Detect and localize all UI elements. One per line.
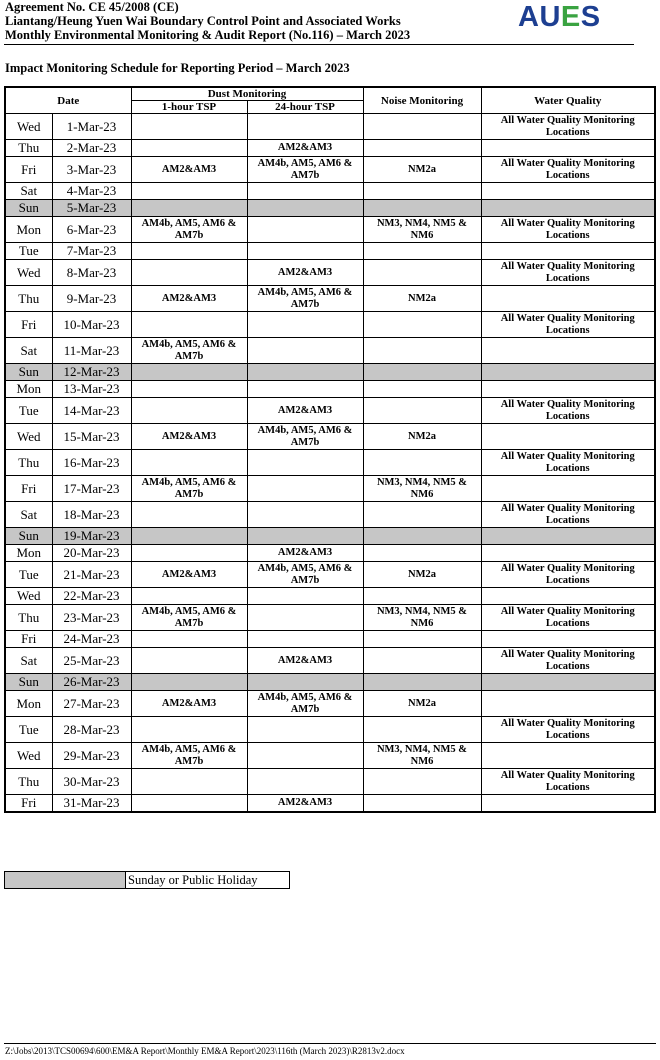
header-divider — [4, 44, 634, 45]
noise-cell — [363, 183, 481, 200]
date-cell: 21-Mar-23 — [52, 562, 131, 588]
table-row — [5, 528, 655, 545]
water-quality-cell: All Water Quality Monitoring Locations — [481, 648, 655, 674]
day-cell: Sun — [5, 528, 52, 545]
noise-cell — [363, 528, 481, 545]
date-cell: 2-Mar-23 — [52, 140, 131, 157]
noise-cell: NM3, NM4, NM5 & NM6 — [363, 605, 481, 631]
tsp-1hour-cell — [131, 502, 247, 528]
day-cell: Fri — [5, 631, 52, 648]
day-cell: Tue — [5, 243, 52, 260]
table-row — [5, 717, 655, 743]
tsp-24hour-cell — [247, 588, 363, 605]
day-cell: Sun — [5, 364, 52, 381]
tsp-1hour-cell — [131, 795, 247, 813]
water-quality-cell — [481, 588, 655, 605]
tsp-24hour-cell — [247, 743, 363, 769]
noise-cell — [363, 114, 481, 140]
table-row — [5, 286, 655, 312]
water-quality-cell — [481, 381, 655, 398]
tsp-24hour-cell — [247, 450, 363, 476]
day-cell: Sun — [5, 200, 52, 217]
date-cell: 14-Mar-23 — [52, 398, 131, 424]
legend — [4, 871, 290, 889]
table-row — [5, 562, 655, 588]
noise-cell — [363, 140, 481, 157]
day-cell: Sat — [5, 648, 52, 674]
day-cell: Wed — [5, 260, 52, 286]
noise-cell: NM3, NM4, NM5 & NM6 — [363, 743, 481, 769]
day-cell: Mon — [5, 545, 52, 562]
tsp-1hour-cell — [131, 140, 247, 157]
date-cell: 9-Mar-23 — [52, 286, 131, 312]
date-cell: 15-Mar-23 — [52, 424, 131, 450]
tsp-24hour-cell — [247, 381, 363, 398]
noise-cell — [363, 648, 481, 674]
day-cell: Thu — [5, 450, 52, 476]
tsp-1hour-cell — [131, 200, 247, 217]
date-cell: 11-Mar-23 — [52, 338, 131, 364]
tsp-1hour-cell — [131, 631, 247, 648]
date-cell: 26-Mar-23 — [52, 674, 131, 691]
noise-cell: NM2a — [363, 424, 481, 450]
tsp-24hour-cell: AM4b, AM5, AM6 & AM7b — [247, 691, 363, 717]
water-quality-cell: All Water Quality Monitoring Locations — [481, 502, 655, 528]
tsp-24hour-cell — [247, 502, 363, 528]
tsp-1hour-cell: AM4b, AM5, AM6 & AM7b — [131, 476, 247, 502]
file-path-footer: Z:\Jobs\2013\TCS00694\600\EM&A Report\Monthly EM&A Report\2023\116th (March 2023)\R2813v2.docx — [5, 1046, 405, 1056]
table-row — [5, 588, 655, 605]
table-row — [5, 476, 655, 502]
tsp-1hour-cell: AM4b, AM5, AM6 & AM7b — [131, 338, 247, 364]
tsp-1hour-cell — [131, 183, 247, 200]
day-cell: Tue — [5, 717, 52, 743]
noise-cell — [363, 769, 481, 795]
water-quality-cell: All Water Quality Monitoring Locations — [481, 605, 655, 631]
noise-cell — [363, 243, 481, 260]
date-cell: 13-Mar-23 — [52, 381, 131, 398]
day-cell: Thu — [5, 769, 52, 795]
water-quality-cell: All Water Quality Monitoring Locations — [481, 312, 655, 338]
table-row — [5, 364, 655, 381]
tsp-24hour-header: 24-hour TSP — [247, 101, 363, 114]
day-cell: Thu — [5, 286, 52, 312]
table-row — [5, 398, 655, 424]
tsp-24hour-cell: AM2&AM3 — [247, 260, 363, 286]
water-quality-cell — [481, 476, 655, 502]
table-row — [5, 502, 655, 528]
table-row — [5, 183, 655, 200]
tsp-24hour-cell — [247, 674, 363, 691]
table-row — [5, 545, 655, 562]
table-row — [5, 795, 655, 813]
document-header — [5, 0, 410, 42]
day-cell: Sat — [5, 338, 52, 364]
tsp-24hour-cell — [247, 364, 363, 381]
report-title: Monthly Environmental Monitoring & Audit Report (No.116) – March 2023 — [5, 28, 411, 42]
holiday-swatch — [5, 872, 126, 888]
date-cell: 6-Mar-23 — [52, 217, 131, 243]
day-cell: Mon — [5, 381, 52, 398]
tsp-24hour-cell — [247, 605, 363, 631]
day-cell: Fri — [5, 312, 52, 338]
table-row — [5, 424, 655, 450]
noise-cell — [363, 398, 481, 424]
water-quality-cell — [481, 140, 655, 157]
noise-cell: NM2a — [363, 286, 481, 312]
tsp-1hour-cell — [131, 717, 247, 743]
water-quality-cell — [481, 795, 655, 813]
agreement-number: Agreement No. CE 45/2008 (CE) — [5, 0, 179, 14]
table-row — [5, 157, 655, 183]
tsp-1hour-cell — [131, 674, 247, 691]
tsp-24hour-cell: AM4b, AM5, AM6 & AM7b — [247, 562, 363, 588]
tsp-1hour-cell — [131, 588, 247, 605]
tsp-24hour-cell — [247, 476, 363, 502]
day-cell: Mon — [5, 217, 52, 243]
day-cell: Wed — [5, 588, 52, 605]
date-cell: 30-Mar-23 — [52, 769, 131, 795]
noise-cell — [363, 588, 481, 605]
day-cell: Fri — [5, 795, 52, 813]
noise-cell — [363, 795, 481, 813]
day-cell: Sat — [5, 502, 52, 528]
tsp-1hour-cell — [131, 545, 247, 562]
table-row — [5, 217, 655, 243]
table-row — [5, 381, 655, 398]
date-cell: 23-Mar-23 — [52, 605, 131, 631]
project-title: Liantang/Heung Yuen Wai Boundary Control Point and Associated Works — [5, 14, 401, 28]
day-cell: Fri — [5, 157, 52, 183]
date-cell: 24-Mar-23 — [52, 631, 131, 648]
table-row — [5, 605, 655, 631]
tsp-1hour-cell — [131, 528, 247, 545]
tsp-24hour-cell: AM2&AM3 — [247, 140, 363, 157]
tsp-1hour-cell — [131, 260, 247, 286]
noise-cell — [363, 338, 481, 364]
day-cell: Mon — [5, 691, 52, 717]
day-cell: Thu — [5, 605, 52, 631]
noise-cell — [363, 450, 481, 476]
tsp-1hour-cell: AM2&AM3 — [131, 157, 247, 183]
date-cell: 17-Mar-23 — [52, 476, 131, 502]
tsp-1hour-cell — [131, 364, 247, 381]
date-cell: 4-Mar-23 — [52, 183, 131, 200]
date-cell: 20-Mar-23 — [52, 545, 131, 562]
legend-label: Sunday or Public Holiday — [128, 873, 258, 887]
day-cell: Wed — [5, 424, 52, 450]
date-cell: 1-Mar-23 — [52, 114, 131, 140]
table-row — [5, 312, 655, 338]
table-row — [5, 114, 655, 140]
date-cell: 18-Mar-23 — [52, 502, 131, 528]
date-header: Date — [5, 87, 131, 114]
tsp-1hour-cell: AM2&AM3 — [131, 424, 247, 450]
date-cell: 27-Mar-23 — [52, 691, 131, 717]
tsp-1hour-cell — [131, 450, 247, 476]
dust-monitoring-header: Dust Monitoring — [131, 87, 363, 101]
water-quality-cell — [481, 674, 655, 691]
date-cell: 31-Mar-23 — [52, 795, 131, 813]
water-quality-cell — [481, 743, 655, 769]
tsp-24hour-cell: AM4b, AM5, AM6 & AM7b — [247, 157, 363, 183]
water-quality-cell — [481, 631, 655, 648]
tsp-24hour-cell: AM4b, AM5, AM6 & AM7b — [247, 424, 363, 450]
tsp-1hour-cell: AM4b, AM5, AM6 & AM7b — [131, 743, 247, 769]
day-cell: Thu — [5, 140, 52, 157]
tsp-1hour-cell: AM4b, AM5, AM6 & AM7b — [131, 605, 247, 631]
noise-cell — [363, 312, 481, 338]
table-row — [5, 691, 655, 717]
water-quality-cell — [481, 183, 655, 200]
water-quality-cell — [481, 545, 655, 562]
noise-cell — [363, 364, 481, 381]
monitoring-schedule-table — [4, 86, 656, 813]
noise-cell — [363, 381, 481, 398]
noise-cell: NM3, NM4, NM5 & NM6 — [363, 476, 481, 502]
water-quality-cell: All Water Quality Monitoring Locations — [481, 450, 655, 476]
water-quality-cell: All Water Quality Monitoring Locations — [481, 717, 655, 743]
aues-logo: AUES — [518, 1, 601, 33]
table-row — [5, 140, 655, 157]
day-cell: Wed — [5, 114, 52, 140]
date-cell: 7-Mar-23 — [52, 243, 131, 260]
footer-divider — [4, 1043, 656, 1044]
water-quality-cell — [481, 286, 655, 312]
table-row — [5, 260, 655, 286]
noise-cell: NM3, NM4, NM5 & NM6 — [363, 217, 481, 243]
water-quality-cell: All Water Quality Monitoring Locations — [481, 217, 655, 243]
date-cell: 22-Mar-23 — [52, 588, 131, 605]
table-row — [5, 450, 655, 476]
noise-cell — [363, 545, 481, 562]
date-cell: 29-Mar-23 — [52, 743, 131, 769]
date-cell: 8-Mar-23 — [52, 260, 131, 286]
table-row — [5, 631, 655, 648]
noise-cell: NM2a — [363, 157, 481, 183]
tsp-24hour-cell: AM2&AM3 — [247, 545, 363, 562]
tsp-1hour-cell — [131, 114, 247, 140]
table-row — [5, 200, 655, 217]
tsp-24hour-cell — [247, 338, 363, 364]
noise-cell — [363, 200, 481, 217]
day-cell: Sat — [5, 183, 52, 200]
water-quality-cell: All Water Quality Monitoring Locations — [481, 769, 655, 795]
date-cell: 3-Mar-23 — [52, 157, 131, 183]
water-quality-cell: All Water Quality Monitoring Locations — [481, 398, 655, 424]
date-cell: 28-Mar-23 — [52, 717, 131, 743]
tsp-1hour-cell — [131, 648, 247, 674]
water-quality-header: Water Quality — [481, 87, 655, 114]
noise-cell — [363, 502, 481, 528]
noise-cell: NM2a — [363, 562, 481, 588]
table-row — [5, 769, 655, 795]
date-cell: 12-Mar-23 — [52, 364, 131, 381]
day-cell: Tue — [5, 398, 52, 424]
noise-cell — [363, 674, 481, 691]
date-cell: 19-Mar-23 — [52, 528, 131, 545]
tsp-1hour-cell — [131, 312, 247, 338]
tsp-24hour-cell: AM4b, AM5, AM6 & AM7b — [247, 286, 363, 312]
tsp-1hour-cell: AM4b, AM5, AM6 & AM7b — [131, 217, 247, 243]
tsp-24hour-cell — [247, 631, 363, 648]
tsp-24hour-cell — [247, 183, 363, 200]
noise-cell: NM2a — [363, 691, 481, 717]
water-quality-cell: All Water Quality Monitoring Locations — [481, 114, 655, 140]
day-cell: Fri — [5, 476, 52, 502]
day-cell: Sun — [5, 674, 52, 691]
tsp-24hour-cell: AM2&AM3 — [247, 398, 363, 424]
water-quality-cell — [481, 424, 655, 450]
water-quality-cell: All Water Quality Monitoring Locations — [481, 157, 655, 183]
tsp-24hour-cell: AM2&AM3 — [247, 648, 363, 674]
noise-cell — [363, 631, 481, 648]
section-title: Impact Monitoring Schedule for Reporting Period – March 2023 — [5, 61, 350, 75]
tsp-1hour-cell — [131, 243, 247, 260]
water-quality-cell — [481, 243, 655, 260]
day-cell: Wed — [5, 743, 52, 769]
water-quality-cell — [481, 528, 655, 545]
tsp-24hour-cell — [247, 312, 363, 338]
noise-monitoring-header: Noise Monitoring — [363, 87, 481, 114]
water-quality-cell: All Water Quality Monitoring Locations — [481, 260, 655, 286]
table-row — [5, 243, 655, 260]
tsp-24hour-cell — [247, 114, 363, 140]
tsp-1hour-cell — [131, 769, 247, 795]
tsp-24hour-cell — [247, 243, 363, 260]
tsp-1hour-cell — [131, 381, 247, 398]
tsp-1hour-cell: AM2&AM3 — [131, 286, 247, 312]
noise-cell — [363, 260, 481, 286]
water-quality-cell: All Water Quality Monitoring Locations — [481, 562, 655, 588]
day-cell: Tue — [5, 562, 52, 588]
table-row — [5, 674, 655, 691]
water-quality-cell — [481, 691, 655, 717]
tsp-24hour-cell — [247, 717, 363, 743]
date-cell: 5-Mar-23 — [52, 200, 131, 217]
table-row — [5, 648, 655, 674]
tsp-24hour-cell — [247, 528, 363, 545]
tsp-24hour-cell — [247, 769, 363, 795]
water-quality-cell — [481, 364, 655, 381]
date-cell: 16-Mar-23 — [52, 450, 131, 476]
tsp-1hour-cell — [131, 398, 247, 424]
tsp-1hour-cell: AM2&AM3 — [131, 562, 247, 588]
water-quality-cell — [481, 338, 655, 364]
table-row — [5, 743, 655, 769]
water-quality-cell — [481, 200, 655, 217]
date-cell: 10-Mar-23 — [52, 312, 131, 338]
table-row — [5, 338, 655, 364]
tsp-1hour-cell: AM2&AM3 — [131, 691, 247, 717]
noise-cell — [363, 717, 481, 743]
tsp-24hour-cell: AM2&AM3 — [247, 795, 363, 813]
date-cell: 25-Mar-23 — [52, 648, 131, 674]
tsp-24hour-cell — [247, 217, 363, 243]
tsp-24hour-cell — [247, 200, 363, 217]
tsp-1hour-header: 1-hour TSP — [131, 101, 247, 114]
